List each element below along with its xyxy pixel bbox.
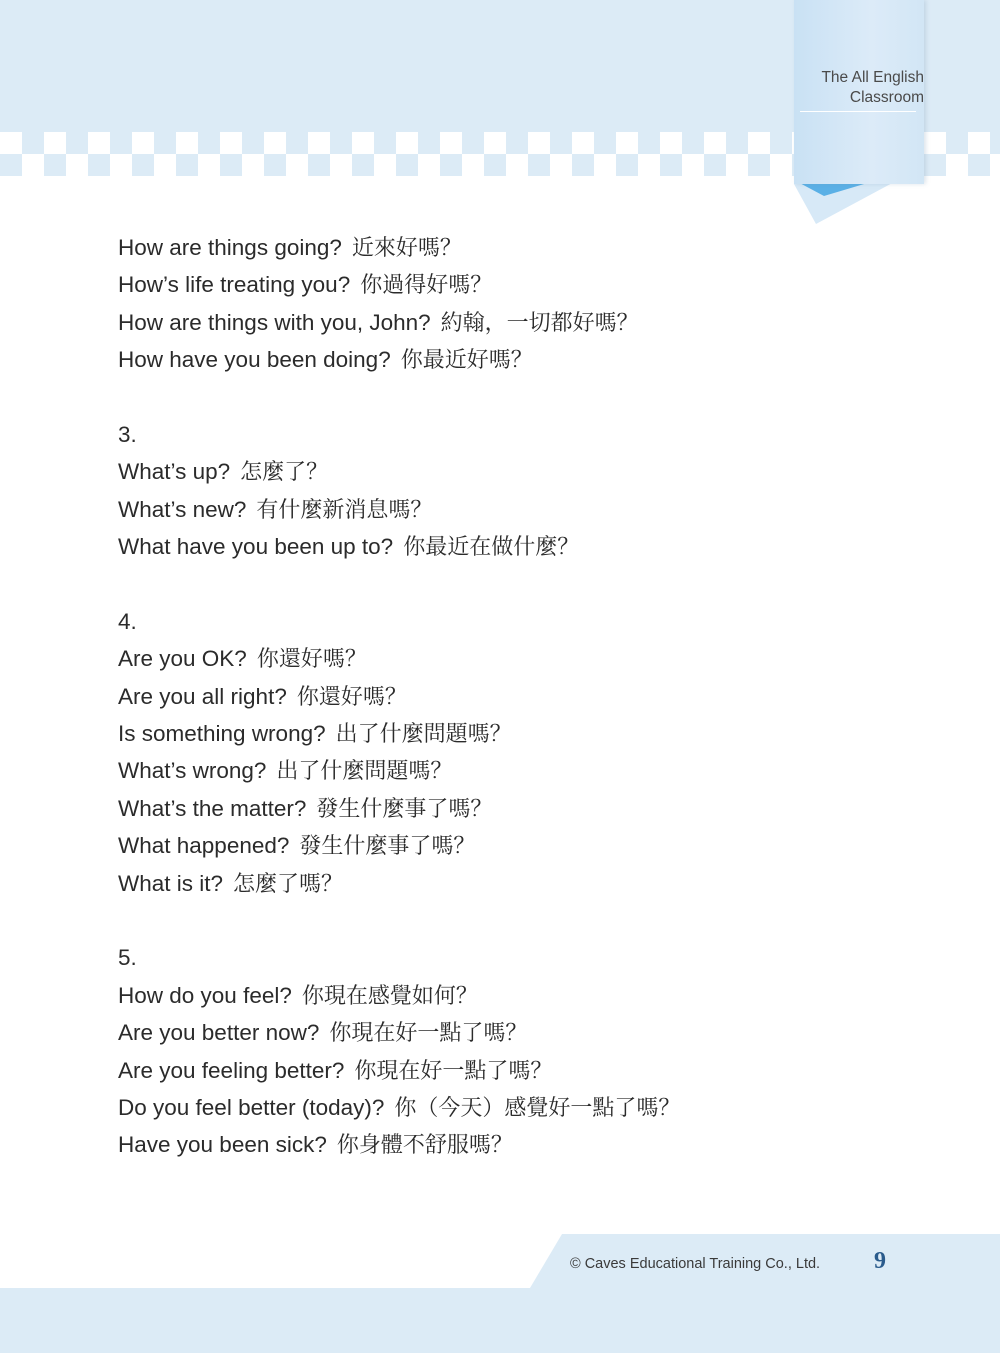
chinese-translation: 近來好嗎？ (351, 236, 462, 261)
phrase-row (118, 491, 958, 528)
ribbon-rule (800, 111, 916, 112)
series-ribbon (794, 0, 924, 184)
chinese-translation: 有什麼新消息嗎？ (256, 497, 433, 523)
phrase-row (118, 715, 958, 752)
english-phrase: How are things going? (118, 235, 342, 260)
chinese-translation: 怎麼了嗎？ (233, 871, 344, 897)
english-phrase: How’s life treating you? (118, 272, 351, 298)
phrase-row (118, 341, 958, 378)
phrase-row (118, 304, 958, 341)
phrase-row (118, 640, 958, 677)
chinese-translation: 你身體不舒服嗎？ (336, 1133, 513, 1159)
english-phrase: How do you feel? (118, 982, 292, 1008)
chinese-translation: 你現在好一點了嗎？ (354, 1058, 553, 1084)
phrase-row (118, 790, 958, 827)
phrase-row (118, 865, 958, 902)
phrase-row (118, 1126, 958, 1163)
chinese-translation: 你現在好一點了嗎？ (329, 1021, 528, 1047)
footer-band (0, 1234, 1000, 1353)
phrase-row (118, 678, 958, 715)
series-title-line2: Classroom (849, 89, 924, 106)
phrase-row (118, 453, 958, 490)
section-number: 5. (118, 945, 137, 971)
english-phrase: What’s wrong? (118, 758, 267, 784)
section-gap (118, 379, 958, 416)
english-phrase: Are you OK? (118, 646, 247, 672)
english-phrase: What’s up? (118, 459, 231, 485)
english-phrase: How are things with you, John? (118, 309, 431, 335)
series-title-line1: The All English (821, 69, 924, 86)
phrase-list (118, 229, 958, 1164)
phrase-row (118, 752, 958, 789)
section-gap (118, 902, 958, 939)
chinese-translation: 出了什麼問題嗎？ (276, 759, 453, 785)
english-phrase: Do you feel better (today)? (118, 1094, 385, 1120)
section-number: 3. (118, 421, 137, 447)
chinese-translation: 發生什麼事了嗎？ (316, 796, 493, 822)
english-phrase: What’s the matter? (118, 795, 307, 821)
phrase-row (118, 1014, 958, 1051)
english-phrase: What is it? (118, 870, 224, 896)
chinese-translation: 你（今天）感覺好一點了嗎？ (394, 1095, 681, 1121)
phrase-row (118, 977, 958, 1014)
phrase-row (118, 1052, 958, 1089)
phrase-row (118, 827, 958, 864)
chinese-translation: 你最近在做什麼？ (403, 535, 580, 561)
chinese-translation: 你還好嗎？ (256, 647, 367, 673)
phrase-row (118, 229, 958, 266)
chinese-translation: 出了什麼問題嗎？ (335, 722, 512, 748)
section-number: 4. (118, 608, 137, 634)
english-phrase: Is something wrong? (118, 721, 326, 747)
page-number: 9 (874, 1248, 886, 1274)
english-phrase: Are you better now? (118, 1020, 320, 1046)
chinese-translation: 你過得好嗎？ (360, 273, 493, 299)
chinese-translation: 你還好嗎？ (296, 684, 407, 710)
english-phrase: Are you all right? (118, 683, 287, 709)
chinese-translation: 你最近好嗎？ (400, 348, 533, 374)
section-gap (118, 566, 958, 603)
phrase-row (118, 1089, 958, 1126)
english-phrase: What have you been up to? (118, 534, 394, 560)
copyright-text: © Caves Educational Training Co., Ltd. (570, 1256, 821, 1272)
english-phrase: How have you been doing? (118, 347, 391, 373)
chinese-translation: 怎麼了？ (240, 460, 329, 486)
phrase-row (118, 528, 958, 565)
english-phrase: Have you been sick? (118, 1132, 327, 1158)
chinese-translation: 你現在感覺如何？ (301, 983, 478, 1009)
chinese-translation: 約翰，一切都好嗎？ (440, 310, 639, 336)
phrase-row (118, 266, 958, 303)
english-phrase: Are you feeling better? (118, 1057, 345, 1083)
english-phrase: What happened? (118, 833, 290, 859)
chinese-translation: 發生什麼事了嗎？ (299, 834, 476, 860)
series-title (806, 68, 924, 108)
english-phrase: What’s new? (118, 496, 247, 522)
